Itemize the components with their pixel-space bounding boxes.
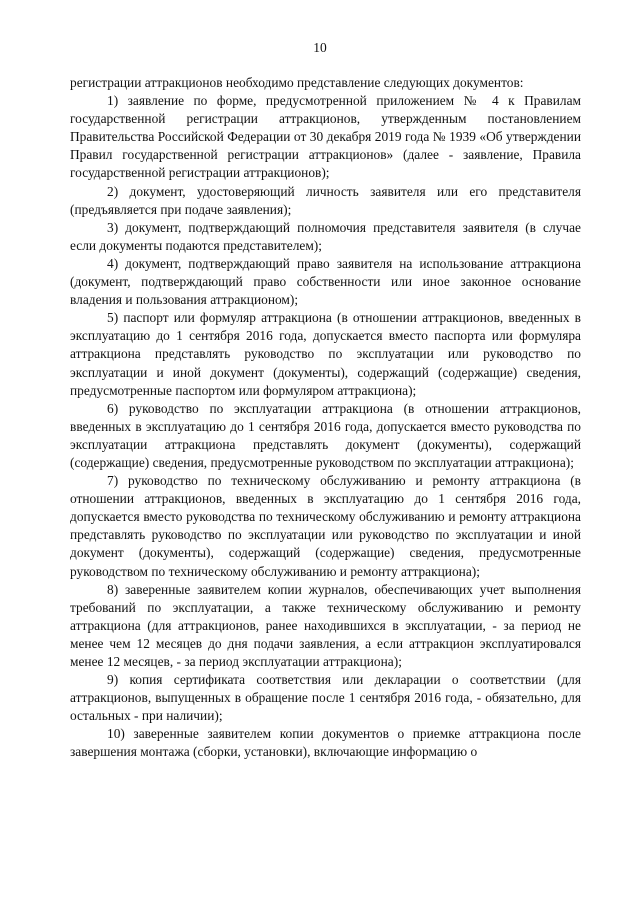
list-item-7: 7) руководство по техническому обслуживанию и ремонту аттракциона (в отношении аттракционов, введенных в эксплуатацию до 1 сентября 2016 года, допускается вместо руководства по техническому обслуживанию и ремонту аттракциона представлять руководство по эксплуатации или руководство по эксплуатации и иной документ (документы), содержащий (содержащие) сведения, предусмотренные руководством по техническому обслуживанию и ремонту аттракциона); (70, 473, 581, 579)
list-item-8: 8) заверенные заявителем копии журналов, обеспечивающих учет выполнения требований по эксплуатации, а также техническому обслуживанию и ремонту аттракциона (для аттракционов, ранее находившихся в эксплуатации, - за период не менее чем 12 месяцев до дня подачи заявления, а если аттракцион эксплуатировался менее 12 месяцев, - за период эксплуатации аттракциона); (70, 581, 581, 669)
list-item-6: 6) руководство по эксплуатации аттракциона (в отношении аттракционов, введенных в эксплуатацию до 1 сентября 2016 года, допускается вместо руководства по эксплуатации аттракциона представлять документ (документы), содержащий (содержащие) сведения, предусмотренные руководством по эксплуатации аттракциона); (70, 400, 581, 470)
list-item-4: 4) документ, подтверждающий право заявителя на использование аттракциона (документ, подтверждающий право собственности или иное законное основание владения и пользования аттракционом); (70, 255, 581, 308)
paragraph-intro: регистрации аттракционов необходимо представление следующих документов: (70, 75, 524, 90)
page-number: 10 (313, 40, 327, 55)
list-item-5: 5) паспорт или формуляр аттракциона (в отношении аттракционов, введенных в эксплуатацию до 1 сентября 2016 года, допускается вместо паспорта или формуляра аттракциона представлять руководство по эксплуатации или руководство по эксплуатации и иной документ (документы), содержащий (содержащие) сведения, предусмотренные паспортом или формуляром аттракциона); (70, 310, 581, 398)
list-item-10: 10) заверенные заявителем копии документов о приемке аттракциона после завершения монтажа (сборки, установки), включающие информацию о (70, 726, 581, 760)
document-body (70, 74, 581, 762)
list-item-9: 9) копия сертификата соответствия или декларации о соответствии (для аттракционов, выпущенных в обращение после 1 сентября 2016 года, - обязательно, для остальных - при наличии); (70, 672, 581, 724)
list-item-3: 3) документ, подтверждающий полномочия представителя заявителя (в случае если документы подаются представителем); (70, 219, 581, 253)
list-item-2: 2) документ, удостоверяющий личность заявителя или его представителя (предъявляется при подаче заявления); (70, 183, 581, 217)
list-item-1: 1) заявление по форме, предусмотренной приложением № 4 к Правилам государственной регистрации аттракционов, утвержденным постановлением Правительства Российской Федерации от 30 декабря 2019 года № 1939 «Об утверждении Правил государственной регистрации аттракционов» (далее - заявление, Правила государственной регистрации аттракционов); (70, 93, 581, 181)
